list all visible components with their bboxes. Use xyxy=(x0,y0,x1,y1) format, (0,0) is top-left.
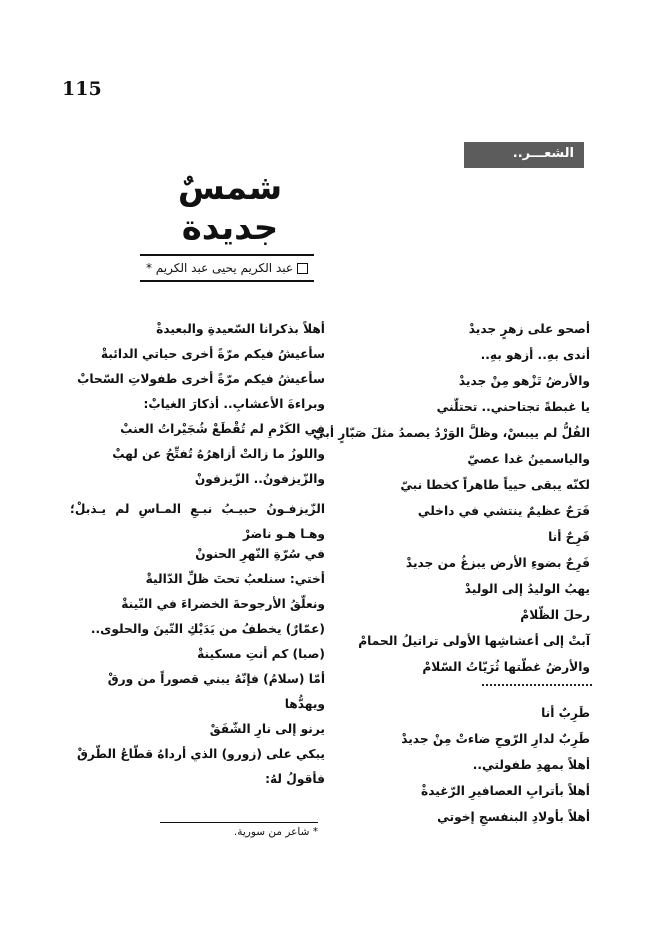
poem-line: يهبُ الوليدُ إلى الوليدْ xyxy=(464,582,590,596)
square-bullet-icon xyxy=(297,263,308,274)
poem-line: الفُلُّ لم ييبسْ، وظلَّ الوَرْدُ يصمدُ مثلَ صَبّارٍ أبيّ xyxy=(312,426,590,440)
poem-line: أندى بهِ.. أزهو بهِ.. xyxy=(480,348,590,362)
poem-line: رحلَ الظّلامْ xyxy=(520,608,590,622)
poem-line: أهلاً بذكرانا السّعيدةِ والبعيدةْ xyxy=(156,322,325,336)
poem-line: فأقولُ لهُ: xyxy=(265,772,325,786)
poem-line: يبكي على (زورو) الذي أرداهُ قطّاعُ الطّرقْ xyxy=(76,747,325,761)
poem-line: في الكَرْمِ لم تُقْطَعْ شُجَيْراتُ العنبْ xyxy=(120,422,325,436)
poem-line: الزّيزفـونُ حبيـبُ نبـعِ المـاسِ لم يـذبلْ؛ وهـا هـو ناضرْ xyxy=(70,502,325,541)
poem-line: يا غبطةً تجتاحني.. تحتلّني xyxy=(436,400,590,414)
poem-line: سأعيشُ فيكم مرّةً أخرى طفولاتِ السّحابْ xyxy=(77,372,325,386)
poem-line: سأعيشُ فيكم مرّةً أخرى حياتي الدائبةْ xyxy=(100,347,325,361)
poem-line: (صبا) كم أنتِ مسكينةْ xyxy=(197,647,325,661)
poem-line: أختي: سنلعبُ تحتَ ظلِّ الدّاليةْ xyxy=(145,572,325,586)
poem-line: أهلاً بأولادِ البنفسجِ إخوتي xyxy=(437,810,590,824)
poem-column-left xyxy=(70,322,325,802)
poem-line: فَرَحٌ عظيمٌ ينتشي في داخلي xyxy=(417,504,590,518)
poem-line: أمّا (سلامُ) فإنّهُ يبني قصوراً من ورقْ xyxy=(107,672,325,686)
poem-title: شمسٌ جديدة xyxy=(177,168,283,248)
poem-line: آبتْ إلى أعشاشِها الأولى تراتيلُ الحمامْ xyxy=(358,634,590,648)
poem-column-right xyxy=(312,322,590,842)
poem-line: والزّيزفونُ.. الزّيزفونْ xyxy=(194,472,325,486)
poem-line: والأرضُ تَزْهو مِنْ جديدْ xyxy=(458,374,590,388)
poem-line: فَرِحٌ بضوءِ الأرض يبزغُ من جديدْ xyxy=(405,556,590,570)
poem-line: يرنو إلى نارِ الشّفَقْ xyxy=(209,722,325,736)
footnote: * شاعر من سورية. xyxy=(233,826,318,838)
poem-line: ونعلّقُ الأرجوحةَ الخضراءَ في التّينةْ xyxy=(121,597,325,611)
poem-line: واللوزُ ما زالتْ أزاهرُهُ تُفتِّحُ عن لهبْ xyxy=(112,447,325,461)
poem-line: أهلاً بمهدِ طفولتي.. xyxy=(472,758,590,772)
poem-line: لكنّه يبقى حيياً طاهراً كخطا نبيّ xyxy=(400,478,590,492)
poem-line: في سُرّةِ النّهرِ الحنونْ xyxy=(195,547,325,561)
footnote-rule xyxy=(160,822,318,823)
poem-line: طَرِبٌ أنا xyxy=(541,706,590,720)
poem-line: أصحو على زهرٍ جديدْ xyxy=(468,322,590,336)
stanza-separator xyxy=(482,684,592,686)
poem-line: فَرِحٌ أنا xyxy=(548,530,590,544)
poem-line: وبراءةَ الأعشابِ.. أذكارَ الغيابْ: xyxy=(143,397,325,411)
poem-line: والياسمينُ غدا عصيّ xyxy=(467,452,590,466)
poem-line: أهلاً بأترابِ العصافيرِ الرّغيدةْ xyxy=(421,784,590,798)
poem-line: طَرِبٌ لدارِ الرّوحِ ضاءتْ مِنْ جديدْ xyxy=(401,732,590,746)
poem-line: ويهدُّها xyxy=(284,697,325,711)
poem-line: والأرضُ غطّتها ثُرَيّاتُ السّلامْ xyxy=(422,660,590,674)
section-label: الشعـــر.. xyxy=(464,142,584,168)
author-box xyxy=(140,254,314,282)
poem-line: (عمّارٌ) يخطفُ من يَدَيْكِ التّينَ والحلوى.. xyxy=(90,622,325,636)
author-name: عبد الكريم يحيى عبد الكريم * xyxy=(145,261,294,275)
page-number: 115 xyxy=(62,78,102,100)
